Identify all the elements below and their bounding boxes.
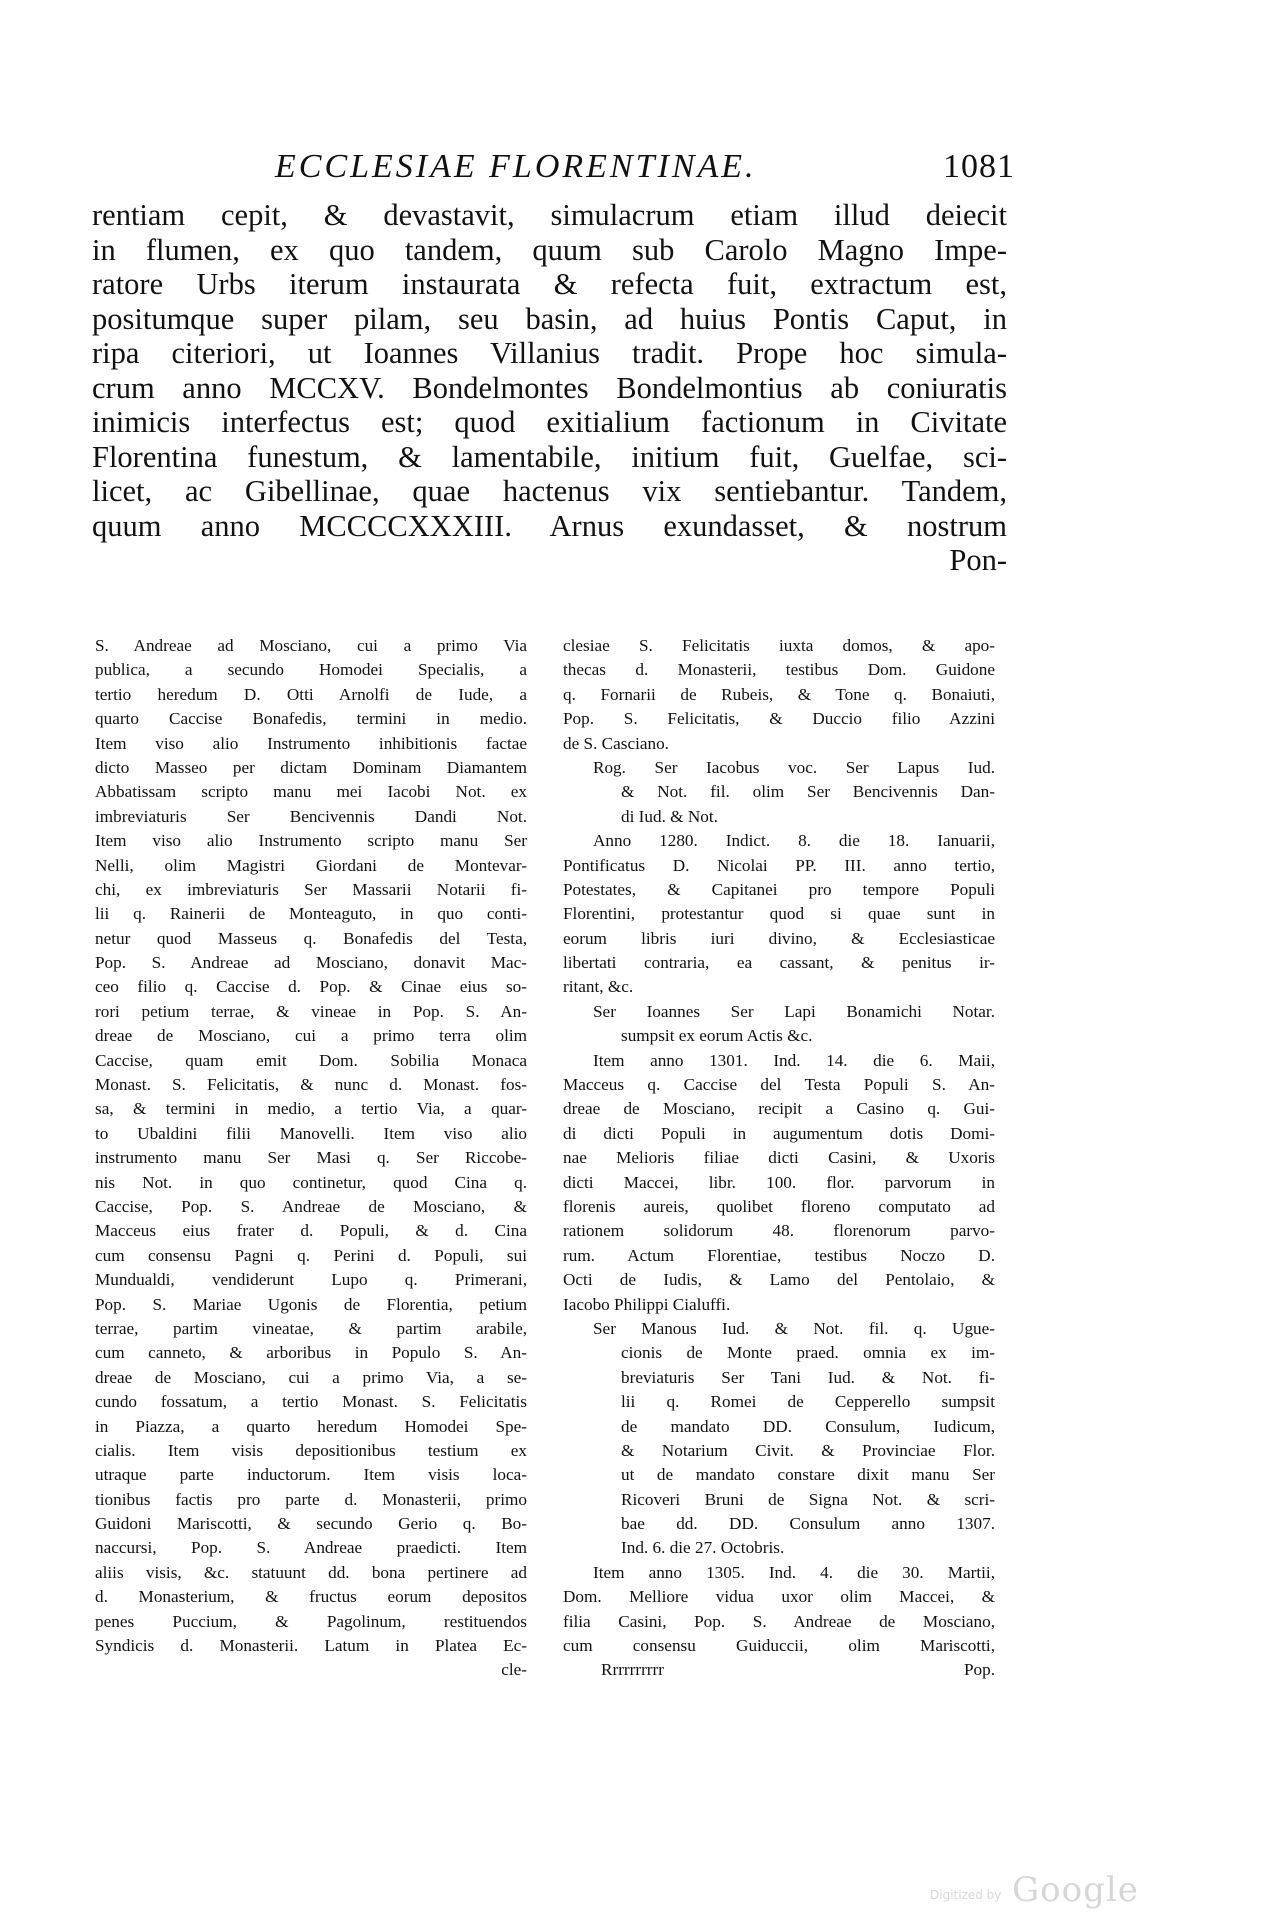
note-line: Octi de Iudis, & Lamo del Pentolaio, & xyxy=(563,1270,995,1290)
note-line: Item viso alio Instrumento scripto manu Ser xyxy=(95,831,527,851)
note-line: cundo fossatum, a tertio Monast. S. Felicitatis xyxy=(95,1392,527,1412)
note-line: in Piazza, a quarto heredum Homodei Spe- xyxy=(95,1416,527,1436)
note-line: dicti Maccei, libr. 100. flor. parvorum in xyxy=(563,1172,995,1192)
note-line: dreae de Mosciano, recipit a Casino q. Gui- xyxy=(563,1099,995,1119)
note-line: cum consensu Guiduccii, olim Mariscotti, xyxy=(563,1636,995,1656)
watermark-logo: Google xyxy=(1012,1870,1139,1910)
note-catchword: cle- xyxy=(501,1660,527,1680)
note-line: rum. Actum Florentiae, testibus Noczo D. xyxy=(563,1245,995,1265)
note-line: Macceus q. Caccise del Testa Populi S. An- xyxy=(563,1075,995,1095)
note-line: Syndicis d. Monasterii. Latum in Platea Ec- xyxy=(95,1636,527,1656)
running-title: ECCLESIAE FLORENTINAE. xyxy=(275,148,757,185)
note-line: Dom. Melliore vidua uxor olim Maccei, & xyxy=(563,1587,995,1607)
note-line: filia Casini, Pop. S. Andreae de Mosciano, xyxy=(563,1611,995,1631)
note-line: cialis. Item visis depositionibus testium ex xyxy=(95,1440,527,1460)
note-line: rationem solidorum 48. florenorum parvo- xyxy=(563,1221,995,1241)
note-line: dreae de Mosciano, cui a primo Via, a se- xyxy=(95,1367,527,1387)
note-line: quarto Caccise Bonafedis, termini in medio. xyxy=(95,709,527,729)
page-number: 1081 xyxy=(943,148,1015,185)
note-line: tionibus factis pro parte d. Monasterii, primo xyxy=(95,1489,527,1509)
note-line: Abbatissam scripto manu mei Iacobi Not. ex xyxy=(95,782,527,802)
note-line: chi, ex imbreviaturis Ser Massarii Notarii fi- xyxy=(95,879,527,899)
digitization-watermark xyxy=(930,1870,1190,1910)
main-text-line: ripa citeriori, ut Ioannes Villanius tradit. Prope hoc simula- xyxy=(92,336,1007,370)
note-line: rori petium terrae, & vineae in Pop. S. An- xyxy=(95,1001,527,1021)
catchword: Pon- xyxy=(949,543,1007,577)
note-line: to Ubaldini filii Manovelli. Item viso alio xyxy=(95,1123,527,1143)
note-line: Potestates, & Capitanei pro tempore Populi xyxy=(563,879,995,899)
footnote-column-right xyxy=(563,634,995,1683)
note-line: Item anno 1305. Ind. 4. die 30. Martii, xyxy=(593,1562,995,1582)
note-line: sa, & termini in medio, a tertio Via, a quar- xyxy=(95,1099,527,1119)
note-line: aliis visis, &c. statuunt dd. bona pertinere ad xyxy=(95,1562,527,1582)
note-line: Pop. S. Felicitatis, & Duccio filio Azzini xyxy=(563,709,995,729)
signature-mark: Rrrrrrrrrr xyxy=(601,1660,664,1680)
note-line: ceo filio q. Caccise d. Pop. & Cinae eius so- xyxy=(95,977,527,997)
note-line: Mundualdi, vendiderunt Lupo q. Primerani, xyxy=(95,1270,527,1290)
note-line: d. Monasterium, & fructus eorum depositos xyxy=(95,1587,527,1607)
note-line: netur quod Masseus q. Bonafedis del Testa, xyxy=(95,928,527,948)
note-catchword: Pop. xyxy=(963,1660,995,1680)
main-text-line: quum anno MCCCCXXXIII. Arnus exundasset, & nostrum xyxy=(92,508,1007,543)
note-line: di dicti Populi in augumentum dotis Domi- xyxy=(563,1123,995,1143)
note-line: instrumento manu Ser Masi q. Ser Riccobe- xyxy=(95,1148,527,1168)
note-line: publica, a secundo Homodei Specialis, a xyxy=(95,660,527,680)
note-line: thecas d. Monasterii, testibus Dom. Guidone xyxy=(563,660,995,680)
main-text-line: inimicis interfectus est; quod exitialium factionum in Civitate xyxy=(92,405,1007,439)
note-line: breviaturis Ser Tani Iud. & Not. fi- xyxy=(621,1367,995,1387)
note-line: Guidoni Mariscotti, & secundo Gerio q. Bo- xyxy=(95,1514,527,1534)
note-line: lii q. Rainerii de Monteaguto, in quo conti- xyxy=(95,904,527,924)
note-line: Macceus eius frater d. Populi, & d. Cina xyxy=(95,1221,527,1241)
note-line: libertati contraria, ea cassant, & penitus ir- xyxy=(563,953,995,973)
note-line: Ser Ioannes Ser Lapi Bonamichi Notar. xyxy=(593,1001,995,1021)
note-line: florenis aureis, quolibet floreno computato ad xyxy=(563,1196,995,1216)
main-text-line: licet, ac Gibellinae, quae hactenus vix sentiebantur. Tandem, xyxy=(92,474,1007,508)
note-line: nae Melioris filiae dicti Casini, & Uxoris xyxy=(563,1148,995,1168)
note-line: q. Fornarii de Rubeis, & Tone q. Bonaiuti, xyxy=(563,684,995,704)
note-line: cum canneto, & arboribus in Populo S. An- xyxy=(95,1343,527,1363)
note-line: Rog. Ser Iacobus voc. Ser Lapus Iud. xyxy=(593,757,995,777)
main-text-line: crum anno MCCXV. Bondelmontes Bondelmontius ab coniuratis xyxy=(92,370,1007,405)
note-line: Ser Manous Iud. & Not. fil. q. Ugue- xyxy=(593,1318,995,1338)
note-line: utraque parte inductorum. Item visis loca- xyxy=(95,1465,527,1485)
note-line: eorum libris iuri divino, & Ecclesiasticae xyxy=(563,928,995,948)
note-line: dicto Masseo per dictam Dominam Diamantem xyxy=(95,757,527,777)
running-head xyxy=(275,148,1015,188)
note-line: Pontificatus D. Nicolai PP. III. anno tertio, xyxy=(563,855,995,875)
main-text-line: ratore Urbs iterum instaurata & refecta fuit, extractum est, xyxy=(92,267,1007,301)
note-line: & Notarium Civit. & Provinciae Flor. xyxy=(621,1440,995,1460)
note-line: Ind. 6. die 27. Octobris. xyxy=(621,1538,785,1558)
note-line: Caccise, quam emit Dom. Sobilia Monaca xyxy=(95,1050,527,1070)
main-text-line: positumque super pilam, seu basin, ad huius Pontis Caput, in xyxy=(92,301,1007,336)
note-line: cionis de Monte praed. omnia ex im- xyxy=(621,1343,995,1363)
note-line: & Not. fil. olim Ser Bencivennis Dan- xyxy=(621,782,995,802)
note-line: Monast. S. Felicitatis, & nunc d. Monast. fos- xyxy=(95,1075,527,1095)
note-line: Nelli, olim Magistri Giordani de Montevar- xyxy=(95,855,527,875)
note-line: clesiae S. Felicitatis iuxta domos, & apo- xyxy=(563,636,995,655)
note-line: Ricoveri Bruni de Signa Not. & scri- xyxy=(621,1489,995,1509)
watermark-prefix: Digitized by xyxy=(930,1888,1002,1902)
note-line: Anno 1280. Indict. 8. die 18. Ianuarii, xyxy=(593,831,995,851)
note-line: Florentini, protestantur quod si quae sunt in xyxy=(563,904,995,924)
footnote-column-left xyxy=(95,634,527,1683)
note-line: di Iud. & Not. xyxy=(621,806,718,826)
note-line: bae dd. DD. Consulum anno 1307. xyxy=(621,1514,995,1534)
note-line: de S. Casciano. xyxy=(563,733,669,753)
note-line: Caccise, Pop. S. Andreae de Mosciano, & xyxy=(95,1196,527,1216)
note-line: lii q. Romei de Cepperello sumpsit xyxy=(621,1392,995,1412)
note-line: penes Puccium, & Pagolinum, restituendos xyxy=(95,1611,527,1631)
note-line: Item viso alio Instrumento inhibitionis factae xyxy=(95,733,527,753)
main-text-line: in flumen, ex quo tandem, quum sub Carolo Magno Impe- xyxy=(92,232,1007,267)
note-line: de mandato DD. Consulum, Iudicum, xyxy=(621,1416,995,1436)
note-line: sumpsit ex eorum Actis &c. xyxy=(621,1026,813,1046)
note-line: ut de mandato constare dixit manu Ser xyxy=(621,1465,995,1485)
note-line: cum consensu Pagni q. Perini d. Populi, sui xyxy=(95,1245,527,1265)
main-text-block xyxy=(92,198,1007,578)
note-line: S. Andreae ad Mosciano, cui a primo Via xyxy=(95,636,527,655)
note-line: imbreviaturis Ser Bencivennis Dandi Not. xyxy=(95,806,527,826)
note-line: tertio heredum D. Otti Arnolfi de Iude, a xyxy=(95,684,527,704)
note-line: Item anno 1301. Ind. 14. die 6. Maii, xyxy=(593,1050,995,1070)
note-line: Iacobo Philippi Cialuffi. xyxy=(563,1294,731,1314)
note-line: ritant, &c. xyxy=(563,977,634,997)
main-text-line: rentiam cepit, & devastavit, simulacrum etiam illud deiecit xyxy=(92,198,1007,232)
note-line: dreae de Mosciano, cui a primo terra olim xyxy=(95,1026,527,1046)
note-line: Pop. S. Andreae ad Mosciano, donavit Mac- xyxy=(95,953,527,973)
note-line: naccursi, Pop. S. Andreae praedicti. Item xyxy=(95,1538,527,1558)
signature-line xyxy=(563,1658,995,1682)
note-line: terrae, partim vineatae, & partim arabile, xyxy=(95,1318,527,1338)
note-line: nis Not. in quo continetur, quod Cina q. xyxy=(95,1172,527,1192)
main-text-line: Florentina funestum, & lamentabile, initium fuit, Guelfae, sci- xyxy=(92,439,1007,474)
note-line: Pop. S. Mariae Ugonis de Florentia, petium xyxy=(95,1294,527,1314)
